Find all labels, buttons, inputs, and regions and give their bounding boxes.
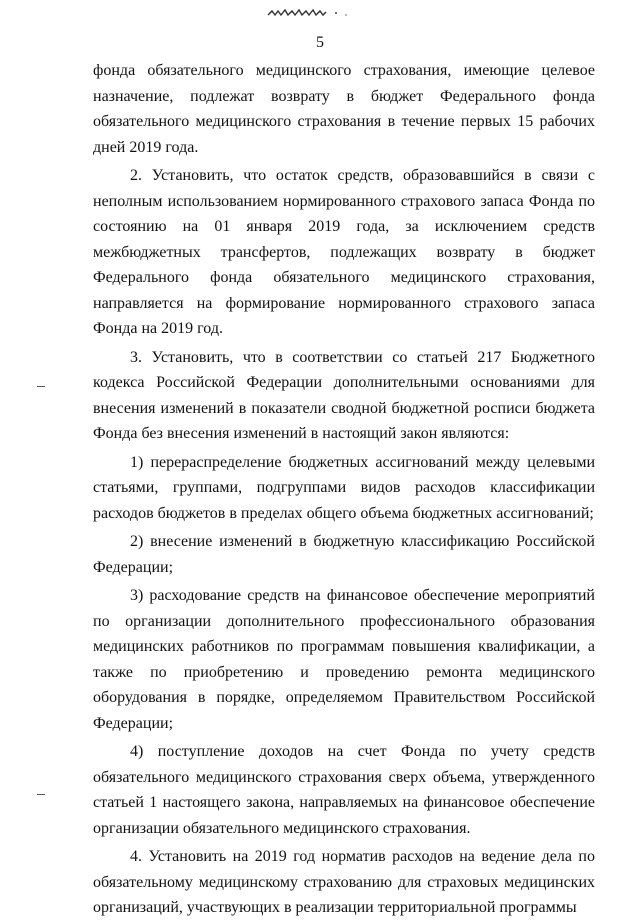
subitem-3: 3) расходование средств на финансовое обеспечение мероприятий по организации дополнительного профессионального образования медицинских работников по программам повышения квалификации, а также по приобретению и проведению ремонта медицинского оборудования в порядке, определяемом Правительством Российской Федерации; [93, 587, 595, 732]
page-number: 5 [316, 34, 324, 51]
margin-mark [37, 794, 45, 795]
subitem-4: 4) поступление доходов на счет Фонда по учету средств обязательного медицинского страхования сверх объема, утвержденного статьей 1 настоящего закона, направляемых на финансовое обеспечение организации обязательного медицинского страхования. [93, 743, 595, 837]
subitem-1: 1) перераспределение бюджетных ассигнований между целевыми статьями, группами, подгруппами видов расходов классификации расходов бюджетов в пределах общего объема бюджетных ассигнований; [93, 453, 595, 522]
paragraph-item-4: 4. Установить на 2019 год норматив расходов на ведение дела по обязательному медицинскому страхованию для страховых медицинских организаций, участвующих в реализации территориальной программы [93, 848, 595, 916]
paragraph-item-3: 3. Установить, что в соответствии со статьей 217 Бюджетного кодекса Российской Федерации дополнительными основаниями для внесения изменений в показатели сводной бюджетной росписи бюджета Фонда без внесения изменений в настоящий закон являются: [93, 348, 595, 442]
header-stamp-mark [266, 6, 356, 20]
document-body [93, 58, 595, 922]
paragraph-continuation: фонда обязательного медицинского страхования, имеющие целевое назначение, подлежат возврату в бюджет Федерального фонда обязательного медицинского страхования в течение первых 15 рабочих дней 2019 года. [93, 62, 595, 156]
margin-mark [37, 386, 45, 387]
paragraph-item-2: 2. Установить, что остаток средств, образовавшийся в связи с неполным использованием нормированного страхового запаса Фонда по состоянию на 01 января 2019 года, за исключением средств межбюджетных трансфертов, подлежащих возврату в бюджет Федерального фонда обязательного медицинского страхования, направляется на формирование нормированного страхового запаса Фонда на 2019 год. [93, 167, 595, 337]
subitem-2: 2) внесение изменений в бюджетную классификацию Российской Федерации; [93, 533, 595, 576]
